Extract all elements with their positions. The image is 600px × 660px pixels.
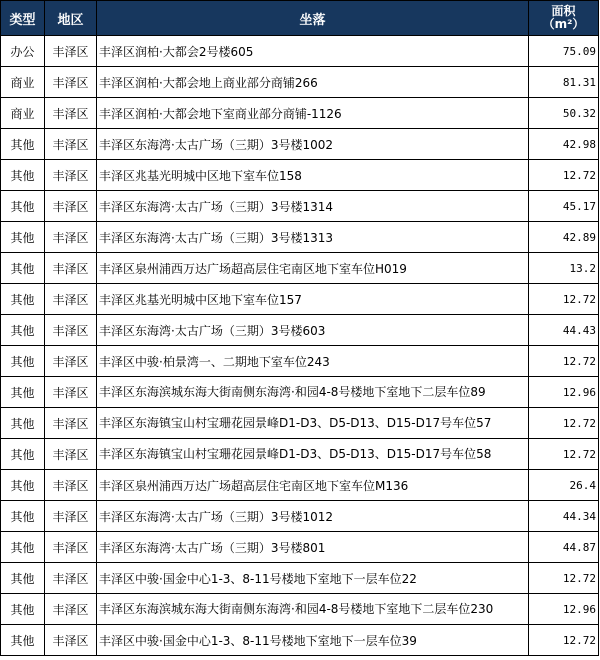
row-district-cell: 丰泽区: [45, 284, 97, 315]
row-type-cell: 其他: [1, 315, 45, 346]
row-type-cell: 其他: [1, 284, 45, 315]
row-district-cell: 丰泽区: [45, 625, 97, 656]
row-district-cell: 丰泽区: [45, 501, 97, 532]
row-location-cell: 丰泽区东海镇宝山村宝珊花园景峰D1-D3、D5-D13、D15-D17号车位58: [97, 439, 529, 470]
row-area-cell: 12.72: [529, 346, 599, 377]
row-type-cell: 其他: [1, 439, 45, 470]
row-type-cell: 其他: [1, 253, 45, 284]
row-area-cell: 12.72: [529, 408, 599, 439]
header-location: 坐落: [97, 1, 529, 36]
row-location-cell: 丰泽区润柏·大都会地上商业部分商铺266: [97, 67, 529, 98]
row-district-cell: 丰泽区: [45, 346, 97, 377]
row-location-cell: 丰泽区中骏·国金中心1-3、8-11号楼地下室地下一层车位22: [97, 563, 529, 594]
table-row: [1, 625, 599, 656]
table-row: [1, 408, 599, 439]
row-district-cell: 丰泽区: [45, 36, 97, 67]
row-district-cell: 丰泽区: [45, 594, 97, 625]
row-type-cell: 其他: [1, 160, 45, 191]
row-location-cell: 丰泽区润柏·大都会地下室商业部分商铺-1126: [97, 98, 529, 129]
row-area-cell: 42.98: [529, 129, 599, 160]
row-district-cell: 丰泽区: [45, 408, 97, 439]
row-type-cell: 其他: [1, 346, 45, 377]
table-row: [1, 98, 599, 129]
row-location-cell: 丰泽区兆基光明城中区地下室车位157: [97, 284, 529, 315]
table-row: [1, 501, 599, 532]
table-row: [1, 315, 599, 346]
row-district-cell: 丰泽区: [45, 532, 97, 563]
row-location-cell: 丰泽区兆基光明城中区地下室车位158: [97, 160, 529, 191]
row-district-cell: 丰泽区: [45, 160, 97, 191]
row-location-cell: 丰泽区东海湾·太古广场（三期）3号楼801: [97, 532, 529, 563]
table-row: [1, 191, 599, 222]
row-district-cell: 丰泽区: [45, 253, 97, 284]
row-type-cell: 商业: [1, 67, 45, 98]
table-row: [1, 377, 599, 408]
row-district-cell: 丰泽区: [45, 563, 97, 594]
row-district-cell: 丰泽区: [45, 470, 97, 501]
table-row: [1, 284, 599, 315]
row-type-cell: 其他: [1, 408, 45, 439]
row-district-cell: 丰泽区: [45, 191, 97, 222]
row-location-cell: 丰泽区东海滨城东海大街南侧东海湾·和园4-8号楼地下室地下二层车位230: [97, 594, 529, 625]
table-row: [1, 36, 599, 67]
row-area-cell: 12.72: [529, 563, 599, 594]
row-area-cell: 44.43: [529, 315, 599, 346]
row-location-cell: 丰泽区润柏·大都会2号楼605: [97, 36, 529, 67]
row-location-cell: 丰泽区中骏·柏景湾一、二期地下室车位243: [97, 346, 529, 377]
table-row: [1, 253, 599, 284]
row-type-cell: 其他: [1, 377, 45, 408]
row-area-cell: 42.89: [529, 222, 599, 253]
row-area-cell: 81.31: [529, 67, 599, 98]
row-district-cell: 丰泽区: [45, 98, 97, 129]
row-area-cell: 50.32: [529, 98, 599, 129]
table-row: [1, 129, 599, 160]
table-row: [1, 532, 599, 563]
table-row: [1, 346, 599, 377]
row-area-cell: 12.96: [529, 594, 599, 625]
table-row: [1, 67, 599, 98]
row-district-cell: 丰泽区: [45, 377, 97, 408]
row-location-cell: 丰泽区东海湾·太古广场（三期）3号楼1002: [97, 129, 529, 160]
row-district-cell: 丰泽区: [45, 315, 97, 346]
row-type-cell: 其他: [1, 501, 45, 532]
table-row: [1, 160, 599, 191]
row-type-cell: 其他: [1, 594, 45, 625]
row-area-cell: 75.09: [529, 36, 599, 67]
table-row: [1, 594, 599, 625]
header-area: [529, 1, 599, 36]
row-area-cell: 12.72: [529, 439, 599, 470]
table-row: [1, 470, 599, 501]
row-type-cell: 其他: [1, 129, 45, 160]
row-district-cell: 丰泽区: [45, 129, 97, 160]
row-location-cell: 丰泽区中骏·国金中心1-3、8-11号楼地下室地下一层车位39: [97, 625, 529, 656]
row-location-cell: 丰泽区东海滨城东海大街南侧东海湾·和园4-8号楼地下室地下二层车位89: [97, 377, 529, 408]
table-row: [1, 563, 599, 594]
header-area-label: 面积: [551, 4, 576, 18]
row-type-cell: 其他: [1, 532, 45, 563]
row-area-cell: 45.17: [529, 191, 599, 222]
row-area-cell: 12.96: [529, 377, 599, 408]
row-area-cell: 12.72: [529, 284, 599, 315]
row-area-cell: 26.4: [529, 470, 599, 501]
row-type-cell: 其他: [1, 470, 45, 501]
row-type-cell: 其他: [1, 625, 45, 656]
row-type-cell: 商业: [1, 98, 45, 129]
row-location-cell: 丰泽区东海湾·太古广场（三期）3号楼1012: [97, 501, 529, 532]
row-area-cell: 12.72: [529, 625, 599, 656]
header-area-unit: （m²）: [542, 17, 585, 31]
row-type-cell: 其他: [1, 222, 45, 253]
row-type-cell: 办公: [1, 36, 45, 67]
row-location-cell: 丰泽区东海湾·太古广场（三期）3号楼1314: [97, 191, 529, 222]
header-district: 地区: [45, 1, 97, 36]
row-area-cell: 12.72: [529, 160, 599, 191]
header-row: [1, 1, 599, 36]
row-location-cell: 丰泽区东海湾·太古广场（三期）3号楼1313: [97, 222, 529, 253]
row-district-cell: 丰泽区: [45, 67, 97, 98]
row-type-cell: 其他: [1, 563, 45, 594]
row-location-cell: 丰泽区泉州浦西万达广场超高层住宅南区地下室车位H019: [97, 253, 529, 284]
row-district-cell: 丰泽区: [45, 222, 97, 253]
row-type-cell: 其他: [1, 191, 45, 222]
row-location-cell: 丰泽区东海镇宝山村宝珊花园景峰D1-D3、D5-D13、D15-D17号车位57: [97, 408, 529, 439]
row-district-cell: 丰泽区: [45, 439, 97, 470]
row-area-cell: 44.87: [529, 532, 599, 563]
header-type: 类型: [1, 1, 45, 36]
row-area-cell: 44.34: [529, 501, 599, 532]
row-location-cell: 丰泽区东海湾·太古广场（三期）3号楼603: [97, 315, 529, 346]
table-row: [1, 222, 599, 253]
table-row: [1, 439, 599, 470]
row-area-cell: 13.2: [529, 253, 599, 284]
row-location-cell: 丰泽区泉州浦西万达广场超高层住宅南区地下室车位M136: [97, 470, 529, 501]
